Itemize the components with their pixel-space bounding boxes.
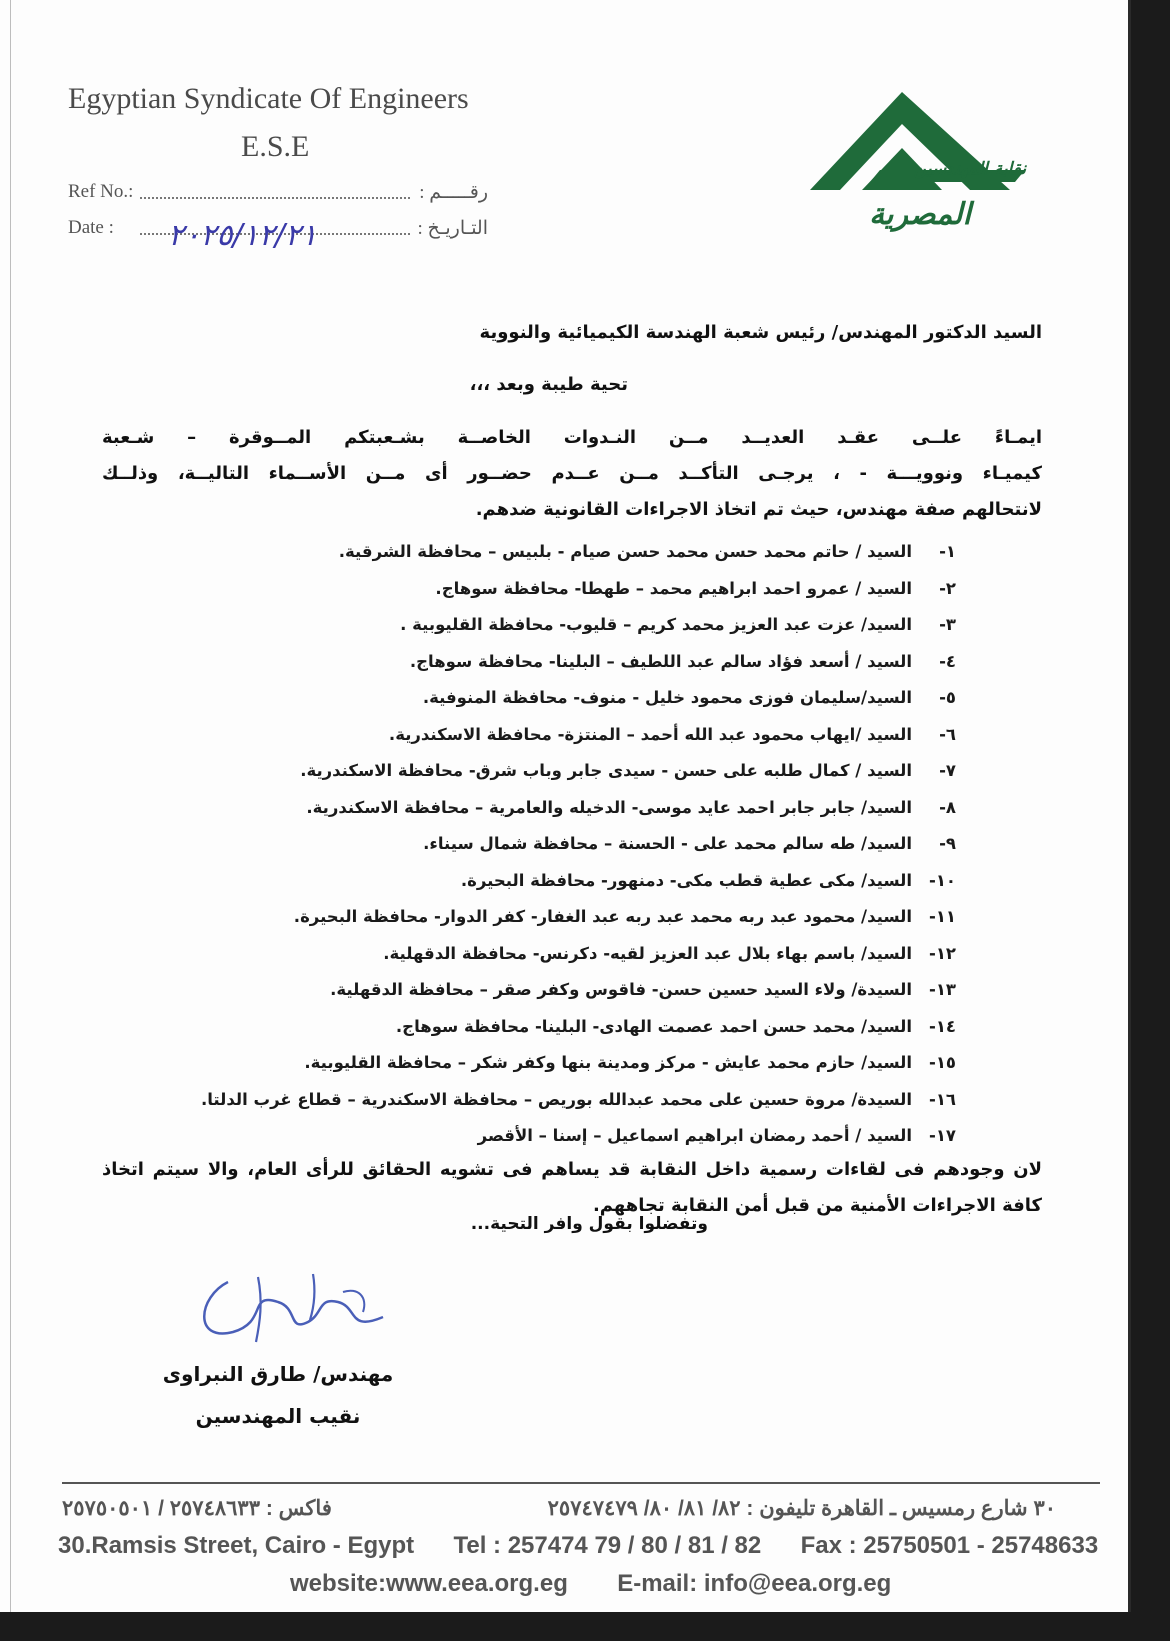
list-item: ٢-السيد / عمرو احمد ابراهيم محمد – طهطا- محافظة سوهاج. — [435, 578, 956, 598]
intro-line: ايمـاءً علــى عقـد العديــد مــن النـدوات الخاصــة بشـعبتكم المــوقرة – شـعبة — [102, 427, 1042, 448]
addressee: السيد الدكتور المهندس/ رئيس شعبة الهندسة الكيميائية والنووية — [479, 322, 1042, 343]
scan-edge — [10, 0, 11, 1612]
footer-address-en: 30.Ramsis Street, Cairo - Egypt — [58, 1532, 415, 1559]
logo-text-top: نقابة المهندسين — [913, 159, 1027, 179]
logo-text-bottom: المصرية — [869, 197, 971, 232]
footer-web — [290, 1570, 891, 1598]
list-item: ١٧-السيد / أحمد رمضان ابراهيم اسماعيل – إسنا – الأقصر — [477, 1126, 956, 1145]
list-item: ٧-السيد / كمال طلبه على حسن - سيدى جابر وباب شرق- محافظة الاسكندرية. — [300, 761, 956, 780]
footer-contact-en — [58, 1532, 1098, 1560]
syndicate-logo — [810, 92, 1090, 242]
list-item: ١٣-السيدة/ ولاء السيد حسين حسن- فاقوس وكفر صقر – محافظة الدقهلية. — [330, 980, 956, 999]
signer-name: مهندس/ طارق النبراوى — [162, 1362, 394, 1386]
ref-label-en: Ref No.: — [68, 181, 134, 202]
list-item: ١٦-السيدة/ مروة حسين على محمد عبدالله بوريص – محافظة الاسكندرية – قطاع غرب الدلتا. — [200, 1089, 956, 1109]
list-item: ٦-السيد /ايهاب محمود عبد الله أحمد – المنتزة- محافظة الاسكندرية. — [388, 724, 956, 744]
list-item: ٥-السيد/سليمان فوزى محمود خليل - منوف- محافظة المنوفية. — [422, 688, 956, 707]
footer-tel-en: Tel : 257474 79 / 80 / 81 / 82 — [453, 1532, 762, 1559]
intro-line: كيميـاء ونوويـــة - ، يرجـى التأكــد مــن عــدم حضــور أى مــن الأســماء التاليــة، وذلــك — [102, 463, 1042, 484]
list-item: ١-السيد / حاتم محمد حسن محمد حسن صيام - بلبيس – محافظة الشرقية. — [338, 542, 956, 561]
ref-label-ar: رقـــــم : — [419, 182, 488, 203]
list-item: ١٥-السيد/ حازم محمد عايش - مركز ومدينة بنها وكفر شكر – محافظة القليوبية. — [304, 1053, 956, 1072]
footer-website: website:www.eea.org.eg — [290, 1570, 568, 1597]
closing-line: لان وجودهم فى لقاءات رسمية داخل النقابة قد يساهم فى تشويه الحقائق للرأى العام، والا سيتم اتخاذ — [102, 1159, 1042, 1180]
list-item: ١٢-السيد/ باسم بهاء بلال عبد العزيز لقيه- دكرنس- محافظة الدقهلية. — [383, 943, 956, 963]
footer-address-ar: ٣٠ شارع رمسيس ـ القاهرة تليفون : ٨٢/ ٨١/ ٨٠/ ٢٥٧٤٧٤٧٩ — [547, 1497, 1056, 1520]
handwritten-signature — [188, 1262, 398, 1352]
list-item: ١٠-السيد/ مكى عطية قطب مكى- دمنهور- محافظة البحيرة. — [460, 870, 956, 890]
list-item: ١٤-السيد/ محمد حسن احمد عصمت الهادى- البلينا- محافظة سوهاج. — [395, 1016, 956, 1036]
intro-line: لانتحالهم صفة مهندس، حيث تم اتخاذ الاجراءات القانونية ضدهم. — [475, 499, 1042, 520]
date-label-ar: التـاريـخ : — [417, 218, 488, 239]
list-item: ١١-السيد/ محمود عبد ربه محمد عبد ربه عبد الغفار- كفر الدوار- محافظة البحيرة. — [293, 907, 956, 926]
ref-dotted-line — [140, 197, 410, 199]
list-item: ٩-السيد/ طه سالم محمد على - الحسنة – محافظة شمال سيناء. — [423, 834, 956, 853]
list-item: ٤-السيد / أسعد فؤاد سالم عبد اللطيف – البلينا- محافظة سوهاج. — [409, 651, 956, 671]
signer-title: نقيب المهندسين — [195, 1404, 361, 1428]
intro-paragraph — [102, 420, 1042, 528]
list-item: ٨-السيد/ جابر جابر احمد عايد موسى- الدخيله والعامرية – محافظة الاسكندرية. — [306, 797, 956, 817]
list-item: ٣-السيد/ عزت عبد العزيز محمد كريم – قليوب- محافظة القليوبية . — [400, 615, 956, 634]
footer-email: E-mail: info@eea.org.eg — [617, 1570, 892, 1597]
footer-fax-ar: فاكس : ٢٥٧٤٨٦٣٣ / ٢٥٧٥٠٥٠١ — [62, 1497, 332, 1520]
footer-divider — [62, 1482, 1100, 1484]
closing-line: كافة الاجراءات الأمنية من قبل أمن النقابة تجاههم. — [592, 1195, 1042, 1216]
org-name: Egyptian Syndicate Of Engineers — [68, 82, 469, 115]
salutation: وتفضلوا بقول وافر التحية... — [470, 1214, 708, 1234]
org-abbreviation: E.S.E — [241, 130, 310, 163]
handwritten-date: ٢٠٢٥/١٢/٢١ — [168, 218, 318, 253]
greeting: تحية طيبة وبعد ،،، — [469, 374, 628, 395]
ref-number-row — [68, 177, 488, 207]
footer-fax-en: Fax : 25750501 - 25748633 — [800, 1532, 1099, 1559]
names-list — [76, 534, 956, 1155]
date-label-en: Date : — [68, 217, 114, 238]
